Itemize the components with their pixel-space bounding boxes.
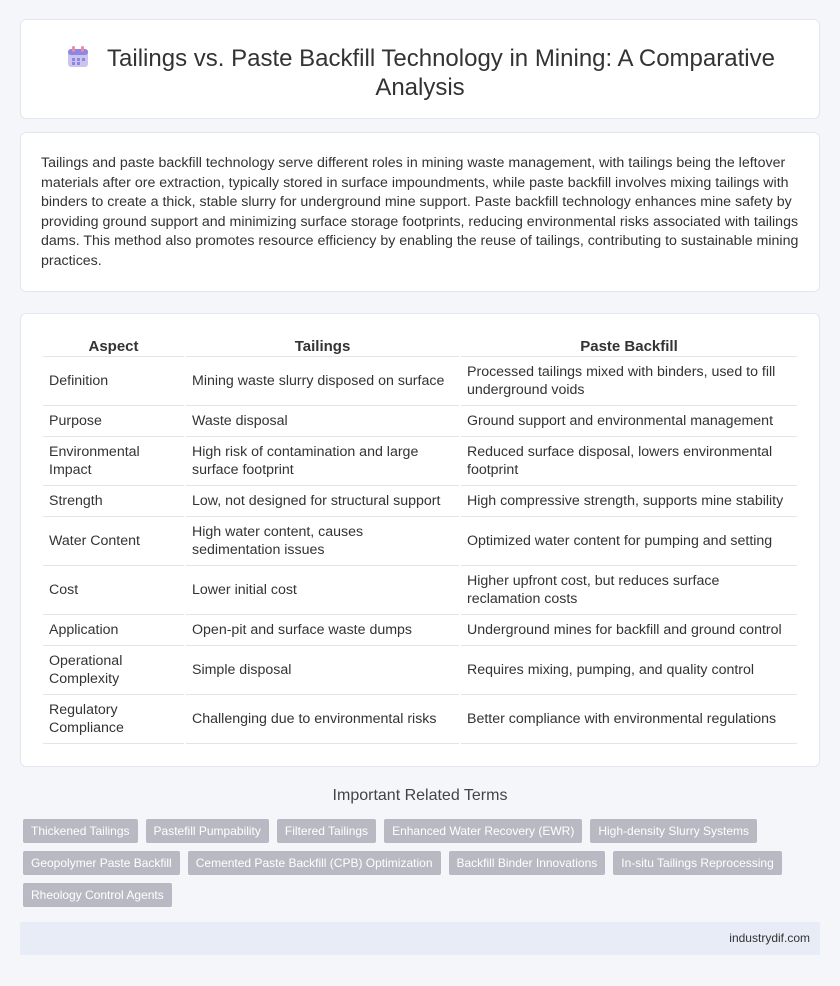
table-row [43,615,797,646]
table-row [43,406,797,437]
cell-aspect: Water Content [43,517,184,566]
related-term-tag[interactable]: Backfill Binder Innovations [449,851,606,875]
cell-tailings: Lower initial cost [186,566,459,615]
header-tailings: Tailings [186,333,459,357]
cell-paste-backfill: Reduced surface disposal, lowers environmental footprint [461,437,797,486]
cell-paste-backfill: High compressive strength, supports mine stability [461,486,797,517]
cell-aspect: Operational Complexity [43,646,184,695]
cell-aspect: Purpose [43,406,184,437]
cell-tailings: Open-pit and surface waste dumps [186,615,459,646]
table-header-row [43,333,797,357]
summary-text: Tailings and paste backfill technology serve different roles in mining waste management, with tailings being the leftover materials after ore extraction, typically stored in surface impoundments, while paste backfill involves mixing tailings with binders to create a thick, stable slurry for underground mine support. Paste backfill technology enhances mine safety by providing ground support and minimizing surface storage footprints, reducing environmental risks associated with tailings dams. This method also promotes resource efficiency by enabling the reuse of tailings, contributing to sustainable mining practices. [41,155,799,269]
cell-paste-backfill: Processed tailings mixed with binders, used to fill underground voids [461,357,797,406]
related-term-tag[interactable]: Filtered Tailings [277,819,376,843]
cell-tailings: Mining waste slurry disposed on surface [186,357,459,406]
calendar-icon [65,44,91,70]
page-title: Tailings vs. Paste Backfill Technology in Mining: A Comparative Analysis [107,45,775,101]
title-card [20,19,820,119]
related-term-tag[interactable]: High-density Slurry Systems [590,819,757,843]
table-row [43,566,797,615]
cell-paste-backfill: Requires mixing, pumping, and quality control [461,646,797,695]
table-row [43,437,797,486]
cell-tailings: High water content, causes sedimentation issues [186,517,459,566]
cell-paste-backfill: Better compliance with environmental regulations [461,695,797,744]
table-row [43,517,797,566]
related-term-tag[interactable]: Rheology Control Agents [23,883,172,907]
related-term-tag[interactable]: Enhanced Water Recovery (EWR) [384,819,582,843]
cell-aspect: Environmental Impact [43,437,184,486]
cell-paste-backfill: Ground support and environmental management [461,406,797,437]
related-term-tag[interactable]: Pastefill Pumpability [146,819,269,843]
cell-tailings: Simple disposal [186,646,459,695]
table-row [43,486,797,517]
cell-aspect: Application [43,615,184,646]
comparison-table-card [20,313,820,767]
cell-aspect: Strength [43,486,184,517]
related-terms-title: Important Related Terms [332,787,508,804]
cell-tailings: High risk of contamination and large surface footprint [186,437,459,486]
cell-paste-backfill: Optimized water content for pumping and setting [461,517,797,566]
footer [20,922,820,955]
related-term-tag[interactable]: Cemented Paste Backfill (CPB) Optimization [188,851,441,875]
related-term-tag[interactable]: In-situ Tailings Reprocessing [613,851,782,875]
cell-tailings: Low, not designed for structural support [186,486,459,517]
cell-aspect: Cost [43,566,184,615]
cell-paste-backfill: Underground mines for backfill and ground control [461,615,797,646]
footer-site-link[interactable]: industrydif.com [729,931,810,945]
related-terms-list [23,819,813,907]
cell-paste-backfill: Higher upfront cost, but reduces surface reclamation costs [461,566,797,615]
cell-tailings: Challenging due to environmental risks [186,695,459,744]
header-aspect: Aspect [43,333,184,357]
table-row [43,357,797,406]
related-term-tag[interactable]: Thickened Tailings [23,819,138,843]
comparison-table [41,333,799,744]
page-title-row [21,44,819,102]
header-paste-backfill: Paste Backfill [461,333,797,357]
summary-card [20,132,820,292]
table-row [43,695,797,744]
related-term-tag[interactable]: Geopolymer Paste Backfill [23,851,180,875]
cell-aspect: Regulatory Compliance [43,695,184,744]
cell-aspect: Definition [43,357,184,406]
cell-tailings: Waste disposal [186,406,459,437]
table-row [43,646,797,695]
